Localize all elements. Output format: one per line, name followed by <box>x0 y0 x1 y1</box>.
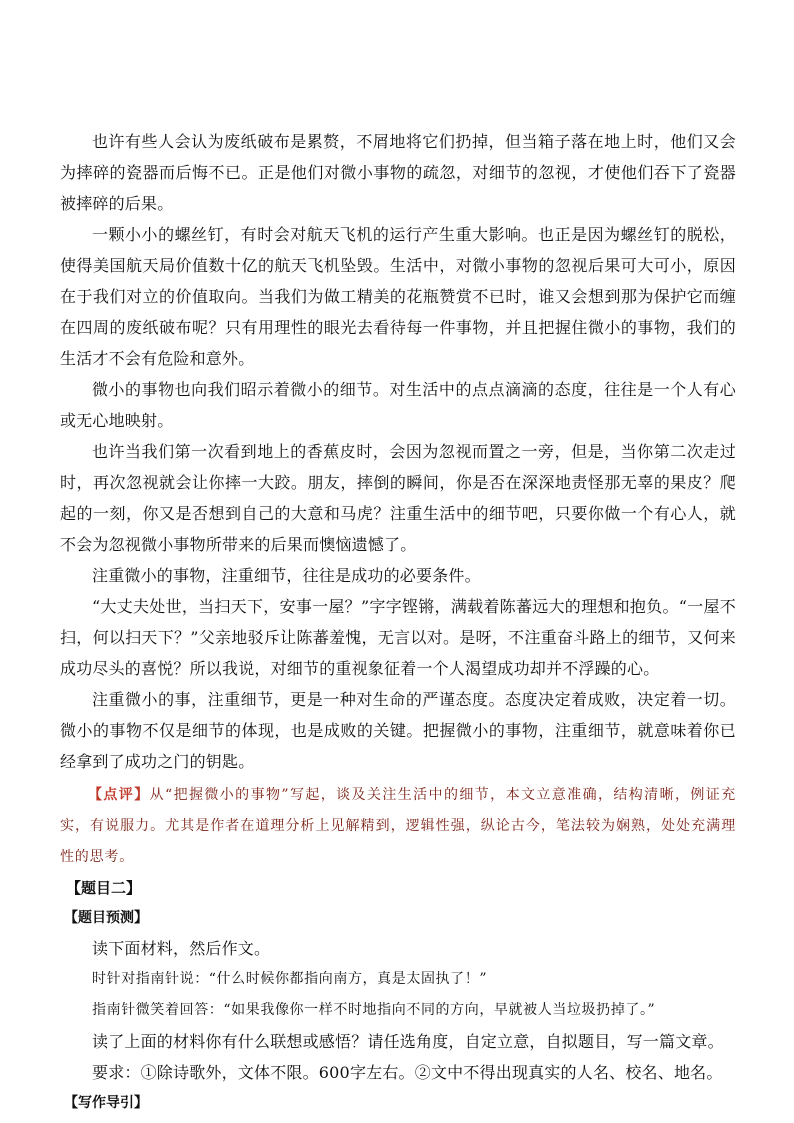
review-label: 【点评】 <box>88 787 150 803</box>
review-comment <box>60 780 736 873</box>
paragraph-3: 微小的事物也向我们昭示着微小的细节。对生活中的点点滴滴的态度，往往是一个人有心或无心地映射。 <box>60 380 736 430</box>
paragraph-7: 注重微小的事，注重细节，更是一种对生命的严谨态度。态度决定着成败，决定着一切。微小的事物不仅是细节的体现，也是成败的关键。把握微小的事物，注重细节，就意味着你已经拿到了成功之门的钥匙。 <box>60 690 736 771</box>
guide-title: 【写作导引】 <box>64 1095 148 1111</box>
review-text: 从“把握微小的事物”写起，谈及关注生活中的细节，本文立意准确，结构清晰，例证充实，有说服力。尤其是作者在道理分析上见解精到，逻辑性强，纵论古今，笔法较为娴熟，处处充满理性的思考。 <box>60 787 736 865</box>
requirements-text: 要求：①除诗歌外，文体不限。600字左右。②文中不得出现真实的人名、校名、地名。 <box>92 1063 723 1082</box>
prediction-title: 【题目预测】 <box>64 910 148 926</box>
material-line-2: 指南针微笑着回答：“如果我像你一样不时地指向不同的方向，早就被人当垃圾扔掉了。” <box>92 1002 656 1018</box>
paragraph-5: 注重微小的事物，注重细节，往往是成功的必要条件。 <box>92 566 481 585</box>
paragraph-4: 也许当我们第一次看到地上的香蕉皮时，会因为忽视而置之一旁，但是，当你第二次走过时，再次忽视就会让你摔一大跤。朋友，摔倒的瞬间，你是否在深深地责怪那无辜的果皮？爬起的一刻，你又是否想到自己的大意和马虎？注重生活中的细节吧，只要你做一个有心人，就不会为忽视微小事物所带来的后果而懊恼遗憾了。 <box>60 442 736 554</box>
paragraph-2: 一颗小小的螺丝钉，有时会对航天飞机的运行产生重大影响。也正是因为螺丝钉的脱松，使得美国航天局价值数十亿的航天飞机坠毁。生活中，对微小事物的忽视后果可大可小，原因在于我们对立的价值取向。当我们为做工精美的花瓶赞赏不已时，谁又会想到那为保护它而缠在四周的废纸破布呢？只有用理性的眼光去看待每一件事物，并且把握住微小的事物，我们的生活才不会有危险和意外。 <box>60 225 736 368</box>
section-title: 【题目二】 <box>66 879 142 897</box>
document-body <box>60 126 736 1118</box>
paragraph-1: 也许有些人会认为废纸破布是累赘，不屑地将它们扔掉，但当箱子落在地上时，他们又会为摔碎的瓷器而后悔不已。正是他们对微小事物的疏忽，对细节的忽视，才使他们吞下了瓷器被摔碎的后果。 <box>60 132 736 213</box>
prompt-intro: 读下面材料，然后作文。 <box>92 939 271 958</box>
paragraph-6: “大丈夫处世，当扫天下，安事一屋？”字字铿锵，满载着陈蕃远大的理想和抱负。“一屋不扫，何以扫天下？”父亲地驳斥让陈蕃羞愧，无言以对。是呀，不注重奋斗路上的细节，又何来成功尽头的喜悦？所以我说，对细节的重视象征着一个人渴望成功却并不浮躁的心。 <box>60 597 736 678</box>
task-text: 读了上面的材料你有什么联想或感悟？请任选角度，自定立意，自拟题目，写一篇文章。 <box>92 1032 724 1051</box>
material-line-1: 时针对指南针说：“什么时候你都指向南方，真是太固执了！” <box>92 971 488 987</box>
